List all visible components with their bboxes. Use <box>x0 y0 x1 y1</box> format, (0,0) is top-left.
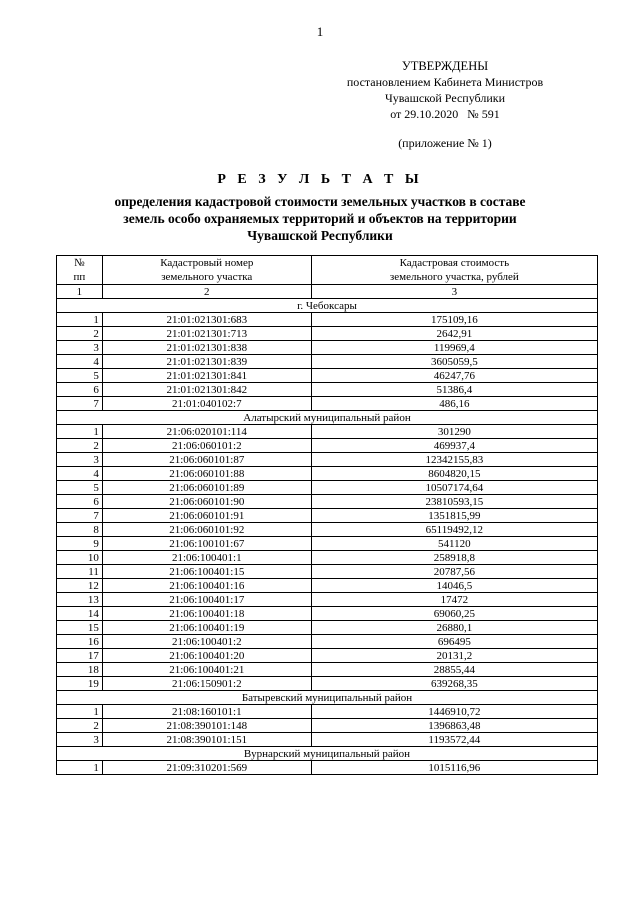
table-header-row <box>57 256 598 285</box>
column-number: 1 <box>57 285 103 299</box>
row-number: 12 <box>57 579 103 593</box>
column-number: 2 <box>102 285 311 299</box>
row-number: 18 <box>57 663 103 677</box>
cadastral-number: 21:01:021301:713 <box>102 327 311 341</box>
cadastral-number: 21:06:060101:92 <box>102 523 311 537</box>
subtitle-line-3: Чувашской Республики <box>247 228 393 243</box>
cadastral-value: 20131,2 <box>311 649 597 663</box>
table-row <box>57 565 598 579</box>
section-row <box>57 299 598 313</box>
cadastral-value: 17472 <box>311 593 597 607</box>
cadastral-value: 1015116,96 <box>311 761 597 775</box>
table-row <box>57 509 598 523</box>
subtitle-line-2: земель особо охраняемых территорий и объектов на территории <box>123 211 517 226</box>
table-row <box>57 761 598 775</box>
row-number: 7 <box>57 397 103 411</box>
cadastral-number: 21:01:021301:838 <box>102 341 311 355</box>
cadastral-number: 21:08:160101:1 <box>102 705 311 719</box>
header-value-line2: земельного участка, рублей <box>389 271 519 283</box>
cadastral-value: 51386,4 <box>311 383 597 397</box>
table-row <box>57 663 598 677</box>
header-value <box>311 256 597 285</box>
column-number: 3 <box>311 285 597 299</box>
section-name: Алатырский муниципальный район <box>57 411 598 425</box>
cadastral-number: 21:01:021301:683 <box>102 313 311 327</box>
table-row <box>57 607 598 621</box>
cadastral-number: 21:06:100401:20 <box>102 649 311 663</box>
cadastral-number: 21:06:150901:2 <box>102 677 311 691</box>
table-row <box>57 579 598 593</box>
document-subtitle <box>80 193 560 244</box>
row-number: 2 <box>57 719 103 733</box>
table-row <box>57 621 598 635</box>
cadastral-number: 21:06:060101:87 <box>102 453 311 467</box>
row-number: 3 <box>57 453 103 467</box>
cadastral-value: 486,16 <box>311 397 597 411</box>
section-row <box>57 411 598 425</box>
row-number: 17 <box>57 649 103 663</box>
cadastral-number: 21:06:100401:16 <box>102 579 311 593</box>
cadastral-value: 119969,4 <box>311 341 597 355</box>
approval-line-1: постановлением Кабинета Министров <box>346 75 544 89</box>
header-cadastral-line1: Кадастровый номер <box>160 257 254 269</box>
row-number: 3 <box>57 341 103 355</box>
cadastral-value: 23810593,15 <box>311 495 597 509</box>
header-number-line1: № <box>74 257 85 269</box>
row-number: 9 <box>57 537 103 551</box>
row-number: 8 <box>57 523 103 537</box>
cadastral-value: 696495 <box>311 635 597 649</box>
table-row <box>57 453 598 467</box>
cadastral-number: 21:06:100401:18 <box>102 607 311 621</box>
table-row <box>57 355 598 369</box>
table-body <box>57 299 598 775</box>
cadastral-value: 28855,44 <box>311 663 597 677</box>
cadastral-value: 1193572,44 <box>311 733 597 747</box>
table-row <box>57 397 598 411</box>
cadastral-value: 65119492,12 <box>311 523 597 537</box>
cadastral-value: 46247,76 <box>311 369 597 383</box>
cadastral-number: 21:06:060101:91 <box>102 509 311 523</box>
cadastral-number: 21:06:060101:89 <box>102 481 311 495</box>
row-number: 1 <box>57 761 103 775</box>
row-number: 1 <box>57 313 103 327</box>
row-number: 1 <box>57 705 103 719</box>
subtitle-line-1: определения кадастровой стоимости земельных участков в составе <box>114 194 526 209</box>
cadastral-value: 8604820,15 <box>311 467 597 481</box>
header-number <box>57 256 103 285</box>
row-number: 13 <box>57 593 103 607</box>
cadastral-number: 21:01:021301:841 <box>102 369 311 383</box>
table-row <box>57 537 598 551</box>
table-row <box>57 523 598 537</box>
row-number: 5 <box>57 369 103 383</box>
table-row <box>57 495 598 509</box>
cadastral-number: 21:06:060101:90 <box>102 495 311 509</box>
table-row <box>57 369 598 383</box>
table-row <box>57 733 598 747</box>
row-number: 6 <box>57 495 103 509</box>
table-row <box>57 593 598 607</box>
table-row <box>57 425 598 439</box>
cadastral-number: 21:06:100401:17 <box>102 593 311 607</box>
table-row <box>57 677 598 691</box>
cadastral-number: 21:06:020101:114 <box>102 425 311 439</box>
row-number: 10 <box>57 551 103 565</box>
table-row <box>57 551 598 565</box>
cadastral-number: 21:01:021301:839 <box>102 355 311 369</box>
cadastral-value: 3605059,5 <box>311 355 597 369</box>
approval-block <box>330 58 560 122</box>
cadastral-value: 10507174,64 <box>311 481 597 495</box>
cadastral-value: 175109,16 <box>311 313 597 327</box>
row-number: 1 <box>57 425 103 439</box>
row-number: 16 <box>57 635 103 649</box>
row-number: 7 <box>57 509 103 523</box>
cadastral-value: 1351815,99 <box>311 509 597 523</box>
header-cadastral-line2: земельного участка <box>161 271 253 283</box>
cadastral-value: 69060,25 <box>311 607 597 621</box>
page-number: 1 <box>316 24 324 39</box>
section-name: Батыревский муниципальный район <box>57 691 598 705</box>
cadastral-value: 301290 <box>311 425 597 439</box>
approval-line-3: от 29.10.2020 № 591 <box>390 107 500 121</box>
table-row <box>57 313 598 327</box>
row-number: 11 <box>57 565 103 579</box>
table-row <box>57 481 598 495</box>
header-cadastral <box>102 256 311 285</box>
table-row <box>57 327 598 341</box>
cadastral-number: 21:06:100401:21 <box>102 663 311 677</box>
appendix-note: (приложение № 1) <box>398 136 492 150</box>
cadastral-number: 21:06:060101:2 <box>102 439 311 453</box>
cadastral-value: 12342155,83 <box>311 453 597 467</box>
section-name: Вурнарский муниципальный район <box>57 747 598 761</box>
row-number: 14 <box>57 607 103 621</box>
cadastral-number: 21:06:100101:67 <box>102 537 311 551</box>
cadastral-number: 21:08:390101:151 <box>102 733 311 747</box>
cadastral-number: 21:08:390101:148 <box>102 719 311 733</box>
row-number: 2 <box>57 327 103 341</box>
header-value-line1: Кадастровая стоимость <box>399 257 510 269</box>
row-number: 4 <box>57 467 103 481</box>
column-number-row <box>57 285 598 299</box>
cadastral-value: 14046,5 <box>311 579 597 593</box>
row-number: 3 <box>57 733 103 747</box>
table-row <box>57 649 598 663</box>
section-row <box>57 747 598 761</box>
cadastral-value: 2642,91 <box>311 327 597 341</box>
cadastral-number: 21:09:310201:569 <box>102 761 311 775</box>
approval-line-2: Чувашской Республики <box>384 91 506 105</box>
cadastral-number: 21:01:021301:842 <box>102 383 311 397</box>
table-row <box>57 719 598 733</box>
cadastral-value: 541120 <box>311 537 597 551</box>
cadastral-number: 21:06:100401:1 <box>102 551 311 565</box>
table-row <box>57 705 598 719</box>
cadastral-value: 258918,8 <box>311 551 597 565</box>
cadastral-value: 20787,56 <box>311 565 597 579</box>
cadastral-number: 21:01:040102:7 <box>102 397 311 411</box>
table-row <box>57 635 598 649</box>
cadastral-value: 26880,1 <box>311 621 597 635</box>
table-row <box>57 341 598 355</box>
cadastral-number: 21:06:100401:2 <box>102 635 311 649</box>
section-name: г. Чебоксары <box>57 299 598 313</box>
row-number: 19 <box>57 677 103 691</box>
row-number: 2 <box>57 439 103 453</box>
cadastral-value: 1446910,72 <box>311 705 597 719</box>
header-number-line2: пп <box>73 271 86 283</box>
row-number: 15 <box>57 621 103 635</box>
document-title: Р Е З У Л Ь Т А Т Ы <box>217 172 423 187</box>
cadastral-value-table <box>56 255 598 775</box>
cadastral-value: 639268,35 <box>311 677 597 691</box>
cadastral-number: 21:06:060101:88 <box>102 467 311 481</box>
table-row <box>57 439 598 453</box>
row-number: 6 <box>57 383 103 397</box>
table-row <box>57 467 598 481</box>
row-number: 5 <box>57 481 103 495</box>
table-row <box>57 383 598 397</box>
cadastral-value: 469937,4 <box>311 439 597 453</box>
cadastral-number: 21:06:100401:15 <box>102 565 311 579</box>
approval-heading: УТВЕРЖДЕНЫ <box>401 59 489 73</box>
section-row <box>57 691 598 705</box>
row-number: 4 <box>57 355 103 369</box>
cadastral-number: 21:06:100401:19 <box>102 621 311 635</box>
cadastral-value: 1396863,48 <box>311 719 597 733</box>
